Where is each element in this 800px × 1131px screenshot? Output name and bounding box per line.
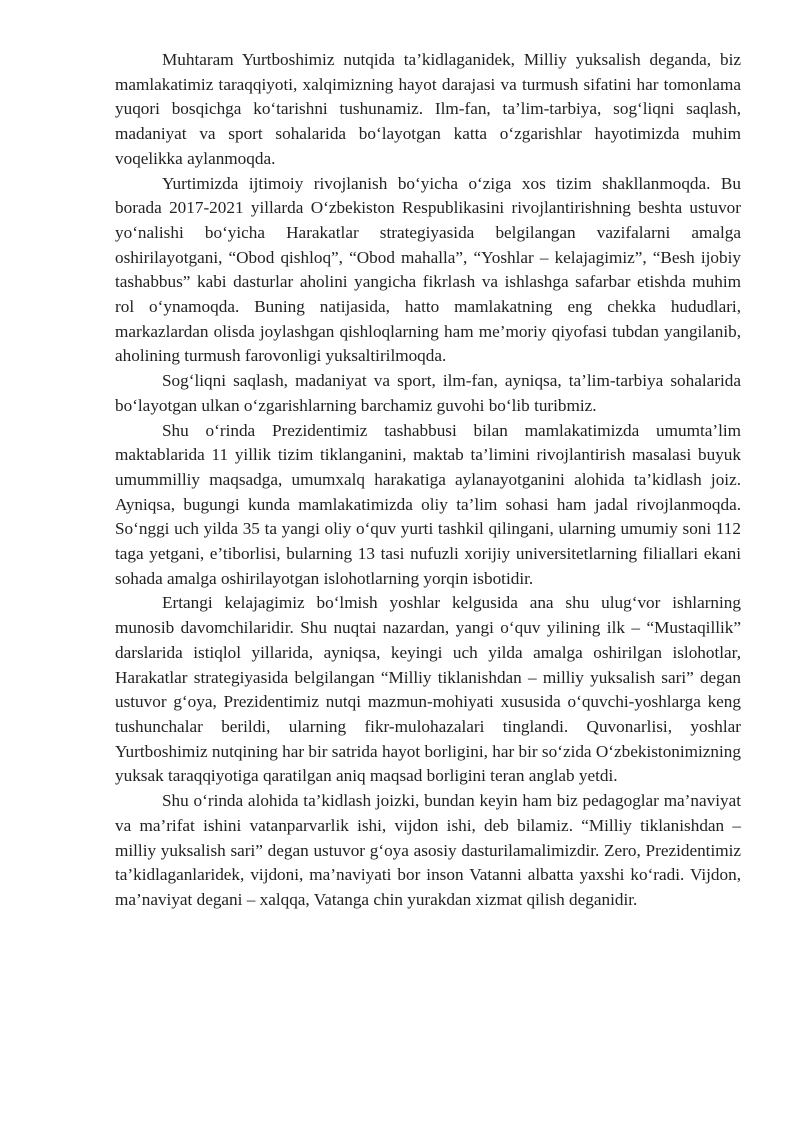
paragraph-6: Shu o‘rinda alohida ta’kidlash joizki, bundan keyin ham biz pedagoglar ma’naviyat va ma’rifat ishini vatanparvarlik ishi, vijdon ishi, deb bilamiz. “Milliy tiklanishdan – milliy yuksalish sari” degan ustuvor g‘oya asosiy dasturilamalimizdir. Zero, Prezidentimiz ta’kidlaganlaridek, vijdoni, ma’naviyati bor inson Vatanni albatta yaxshi ko‘radi. Vijdon, ma’naviyat degani – xalqqa, Vatanga chin yurakdan xizmat qilish deganidir. bbox=[115, 791, 741, 909]
paragraph-2: Yurtimizda ijtimoiy rivojlanish bo‘yicha o‘ziga xos tizim shakllanmoqda. Bu borada 2017-2021 yillarda O‘zbekiston Respublikasini rivojlantirishning beshta ustuvor yo‘nalishi bo‘yicha Harakatlar strategiyasida belgilangan vazifalarni amalga oshirilayotgani, “Obod qishloq”, “Obod mahalla”, “Yoshlar – kelajagimiz”, “Besh ijobiy tashabbus” kabi dasturlar aholini yangicha fikrlash va ishlashga safarbar etishda muhim rol o‘ynamoqda. Buning natijasida, hatto mamlakatning eng chekka hududlari, markazlardan olisda joylashgan qishloqlarning ham me’moriy qiyofasi tubdan yangilanib, aholining turmush farovonligi yuksaltirilmoqda. bbox=[115, 173, 741, 366]
paragraph-4: Shu o‘rinda Prezidentimiz tashabbusi bilan mamlakatimizda umumta’lim maktablarida 11 yillik tizim tiklanganini, maktab ta’limini rivojlantirish masalasi buyuk umummilliy maqsadga, umumxalq harakatiga aylanayotganini alohida ta’kidlash joiz. Ayniqsa, bugungi kunda mamlakatimizda oliy ta’lim sohasi ham jadal rivojlanmoqda. So‘nggi uch yilda 35 ta yangi oliy o‘quv yurti tashkil qilingani, ularning umumiy soni 112 taga yetgani, e’tiborlisi, bularning 13 tasi nufuzli xorijiy universitetlarning filiallari ekani sohada amalga oshirilayotgan islohotlarning yorqin isbotidir. bbox=[115, 420, 741, 588]
paragraph-5: Ertangi kelajagimiz bo‘lmish yoshlar kelgusida ana shu ulug‘vor ishlarning munosib davomchilaridir. Shu nuqtai nazardan, yangi o‘quv yilining ilk – “Mustaqillik” darslarida istiqlol yillarida, ayniqsa, keyingi uch yilda amalga oshirilgan islohotlar, Harakatlar strategiyasida belgilangan “Milliy tiklanishdan – milliy yuksalish sari” degan ustuvor g‘oya, Prezidentimiz nutqi mazmun-mohiyati xususida o‘quvchi-yoshlarga keng tushunchalar berildi, ularning fikr-mulohazalari tinglandi. Quvonarlisi, yoshlar Yurtboshimiz nutqining har bir satrida hayot borligini, har bir so‘zida O‘zbekistonimizning yuksak taraqqiyotiga qaratilgan aniq maqsad borligini teran anglab yetdi. bbox=[115, 593, 741, 786]
document-body bbox=[115, 48, 741, 913]
paragraph-3: Sog‘liqni saqlash, madaniyat va sport, ilm-fan, ayniqsa, ta’lim-tarbiya sohalarida bo‘layotgan ulkan o‘zgarishlarning barchamiz guvohi bo‘lib turibmiz. bbox=[115, 371, 741, 415]
paragraph-1: Muhtaram Yurtboshimiz nutqida ta’kidlaganidek, Milliy yuksalish deganda, biz mamlakatimiz taraqqiyoti, xalqimizning hayot darajasi va turmush sifatini har tomonlama yuqori bosqichga ko‘tarishni tushunamiz. Ilm-fan, ta’lim-tarbiya, sog‘liqni saqlash, madaniyat va sport sohalarida bo‘layotgan katta o‘zgarishlar hayotimizda muhim voqelikka aylanmoqda. bbox=[115, 50, 741, 168]
